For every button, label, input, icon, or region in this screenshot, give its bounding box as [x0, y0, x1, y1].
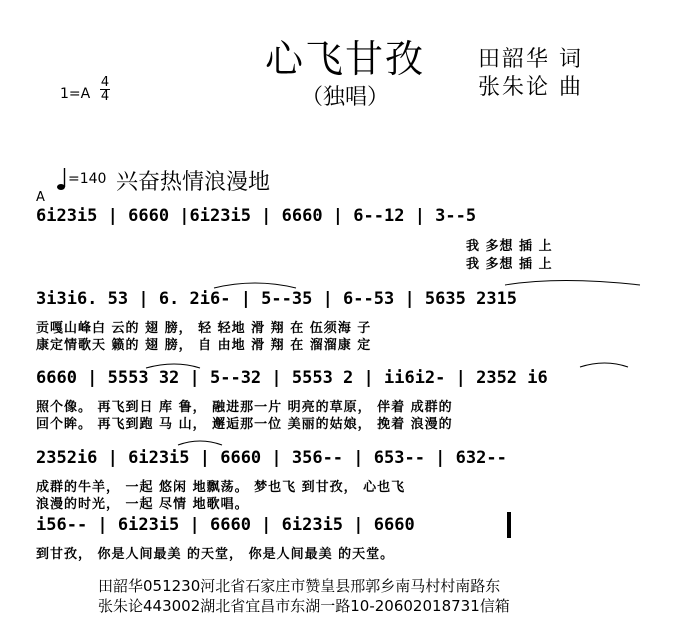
lyric-line-5a: 到甘孜， 你是人间最美 的天堂， 你是人间最美 的天堂。	[36, 547, 395, 562]
footer-address-2: 张朱论443002湖北省宜昌市东湖一路10-20602018731信箱	[98, 597, 510, 615]
notation-line-2: 3i3i6. 53 | 6. 2i6- | 5--35 | 6--53 | 5635 2315	[36, 289, 518, 309]
time-signature-top: 4	[100, 75, 110, 90]
song-title: 心飞甘孜	[264, 37, 425, 81]
lyric-line-4a: 成群的牛羊， 一起 悠闲 地飘荡。 梦也飞 到甘孜， 心也飞	[36, 480, 406, 495]
notation-line-1: 6i23i5 | 6660 |6i23i5 | 6660 | 6--12 | 3--5	[36, 206, 477, 226]
lyricist-credit: 田韶华 词	[478, 47, 583, 72]
expression-marking: 兴奋热情浪漫地	[116, 170, 271, 195]
lyric-line-1a: 我 多想 插 上	[466, 239, 553, 254]
section-mark: A	[36, 190, 45, 205]
lyric-line-2a: 贡嘎山峰白 云的 翅 膀， 轻 轻地 滑 翔 在 伍须海 子	[36, 321, 372, 336]
lyric-line-3a: 照个像。 再飞到日 库 鲁， 融进那一片 明亮的草原， 伴着 成群的	[36, 400, 453, 415]
lyric-line-4b: 浪漫的时光， 一起 尽情 地歌唱。	[36, 497, 249, 512]
tempo-marking: =140	[68, 171, 107, 187]
notation-line-4: 2352i6 | 6i23i5 | 6660 | 356-- | 653-- | 632--	[36, 448, 507, 468]
key-signature: 1=A	[60, 86, 91, 102]
lyric-line-2b: 康定情歌天 籁的 翅 膀， 自 由地 滑 翔 在 溜溜康 定	[36, 338, 372, 353]
time-signature-bottom: 4	[100, 89, 110, 104]
notation-line-3: 6660 | 5553 32 | 5--32 | 5553 2 | ii6i2- | 2352 i6	[36, 368, 548, 388]
lyric-line-3b: 回个眸。 再飞到跑 马 山， 邂逅那一位 美丽的姑娘， 挽着 浪漫的	[36, 417, 453, 432]
song-subtitle: （独唱）	[300, 85, 389, 110]
lyric-line-1b: 我 多想 插 上	[466, 257, 553, 272]
composer-credit: 张朱论 曲	[478, 75, 583, 100]
notation-line-5: i56-- | 6i23i5 | 6660 | 6i23i5 | 6660	[36, 515, 415, 535]
footer-address-1: 田韶华051230河北省石家庄市赞皇县邢郭乡南马村村南路东	[98, 577, 501, 595]
